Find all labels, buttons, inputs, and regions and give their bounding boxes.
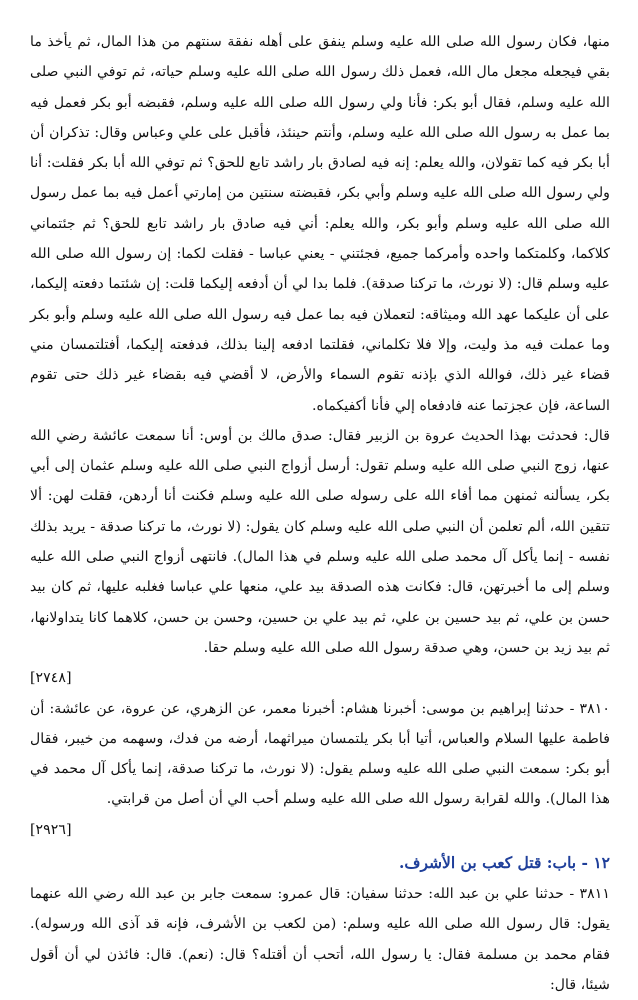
cross-reference-number: [٢٧٤٨] (30, 670, 72, 687)
hadith-3810: ٣٨١٠ - حدثنا إبراهيم بن موسى: أخبرنا هشام: أخبرنا معمر، عن الزهري، عن عروة، عن عائشة: أن فاطمة عليها السلام والعباس، أتيا أبا بكر يلتمسان ميراثهما، أرضه من فدك، وسهمه من خيبر، فقال أبو بكر: سمعت النبي صلى الله عليه وسلم يقول: (لا نورث، ما تركنا صدقة، إنما يأكل آل محمد في هذا المال). والله لقرابة رسول الله صلى الله عليه وسلم أحب الي أن أصل من قرابتي. (30, 700, 610, 808)
paragraph-continued-hadith: منها، فكان رسول الله صلى الله عليه وسلم ينفق على أهله نفقة سنتهم من هذا المال، ثم يأخذ ما بقي فيجعله مجعل مال الله، فعمل ذلك رسول الله صلى الله عليه وسلم حياته، ثم توفي النبي صلى الله عليه وسلم، فقال أبو بكر: فأنا ولي رسول الله صلى الله عليه وسلم، فقبضه أبو بكر فعمل فيه بما عمل به رسول الله صلى الله عليه وسلم، وأنتم حينئذ، فأقبل على علي وعباس وقال: تذكران أن أبا بكر فيه كما تقولان، والله يعلم: إنه فيه لصادق بار راشد تابع للحق؟ ثم توفي الله أبا بكر فقلت: أنا ولي رسول الله صلى الله عليه وسلم وأبي بكر، فقبضته سنتين من إمارتي أعمل فيه بما عمل رسول الله صلى الله عليه وسلم وأبو بكر، والله يعلم: أني فيه صادق بار راشد تابع للحق؟ ثم جئتماني كلاكما، وكلمتكما واحده وأمركما جميع، فجئتني - يعني عباسا - فقلت لكما: إن رسول الله صلى الله عليه وسلم قال: (لا نورث، ما تركنا صدقة). فلما بدا لي أن أدفعه إليكما قلت: إن شئتما دفعته إليكما، على أن عليكما عهد الله وميثاقه: لتعملان فيه بما عمل فيه رسول الله صلى الله عليه وسلم وأبو بكر وما عملت فيه مذ وليت، وإلا فلا تكلماني، فقلتما ادفعه إلينا بذلك، فدفعته إليكما، أفتلتمسان مني قضاء غير ذلك، فوالله الذي بإذنه تقوم السماء والأرض، لا أقضي فيه بقضاء غير ذلك حتى تقوم الساعة، فإن عجزتما عنه فادفعاه إلي فأنا أكفيكماه. (30, 34, 610, 414)
cross-reference-2926 (30, 815, 610, 845)
paragraph-urwah-narration: قال: فحدثت بهذا الحديث عروة بن الزبير فقال: صدق مالك بن أوس: أنا سمعت عائشة رضي الله عنها، زوج النبي صلى الله عليه وسلم تقول: أرسل أزواج النبي صلى الله عليه وسلم عثمان إلى أبي بكر، يسألنه ثمنهن مما أفاء الله على رسوله صلى الله عليه وسلم فكنت أنا أردهن، فقلت لهن: ألا تتقين الله، ألم تعلمن أن النبي صلى الله عليه وسلم كان يقول: (لا نورث، ما تركنا صدقة - يريد بذلك نفسه - إنما يأكل آل محمد صلى الله عليه وسلم في هذا المال). فانتهى أزواج النبي صلى الله عليه وسلم إلى ما أخبرتهن، قال: فكانت هذه الصدقة بيد علي، منعها علي عباسا فغلبه عليها، ثم كان بيد حسن بن علي، ثم بيد حسين بن علي، ثم بيد علي بن حسين، وحسن بن حسن، كلاهما كانا يتداولانها، ثم بيد زيد بن حسن، وهي صدقة رسول الله صلى الله عليه وسلم حقا. (30, 427, 610, 656)
hadith-3811: ٣٨١١ - حدثنا علي بن عبد الله: حدثنا سفيان: قال عمرو: سمعت جابر بن عبد الله رضي الله عنهما يقول: قال رسول الله صلى الله عليه وسلم: (من لكعب بن الأشرف، فإنه قد آذى الله ورسوله). فقام محمد بن مسلمة فقال: يا رسول الله، أتحب أن أقتله؟ قال: (نعم). قال: فائذن لي أن أقول شيئا، قال: (30, 886, 610, 993)
cross-reference-2748 (30, 663, 610, 693)
chapter-heading: ١٢ - باب: قتل كعب بن الأشرف. (399, 853, 610, 873)
cross-reference-number: [٢٩٢٦] (30, 821, 72, 838)
